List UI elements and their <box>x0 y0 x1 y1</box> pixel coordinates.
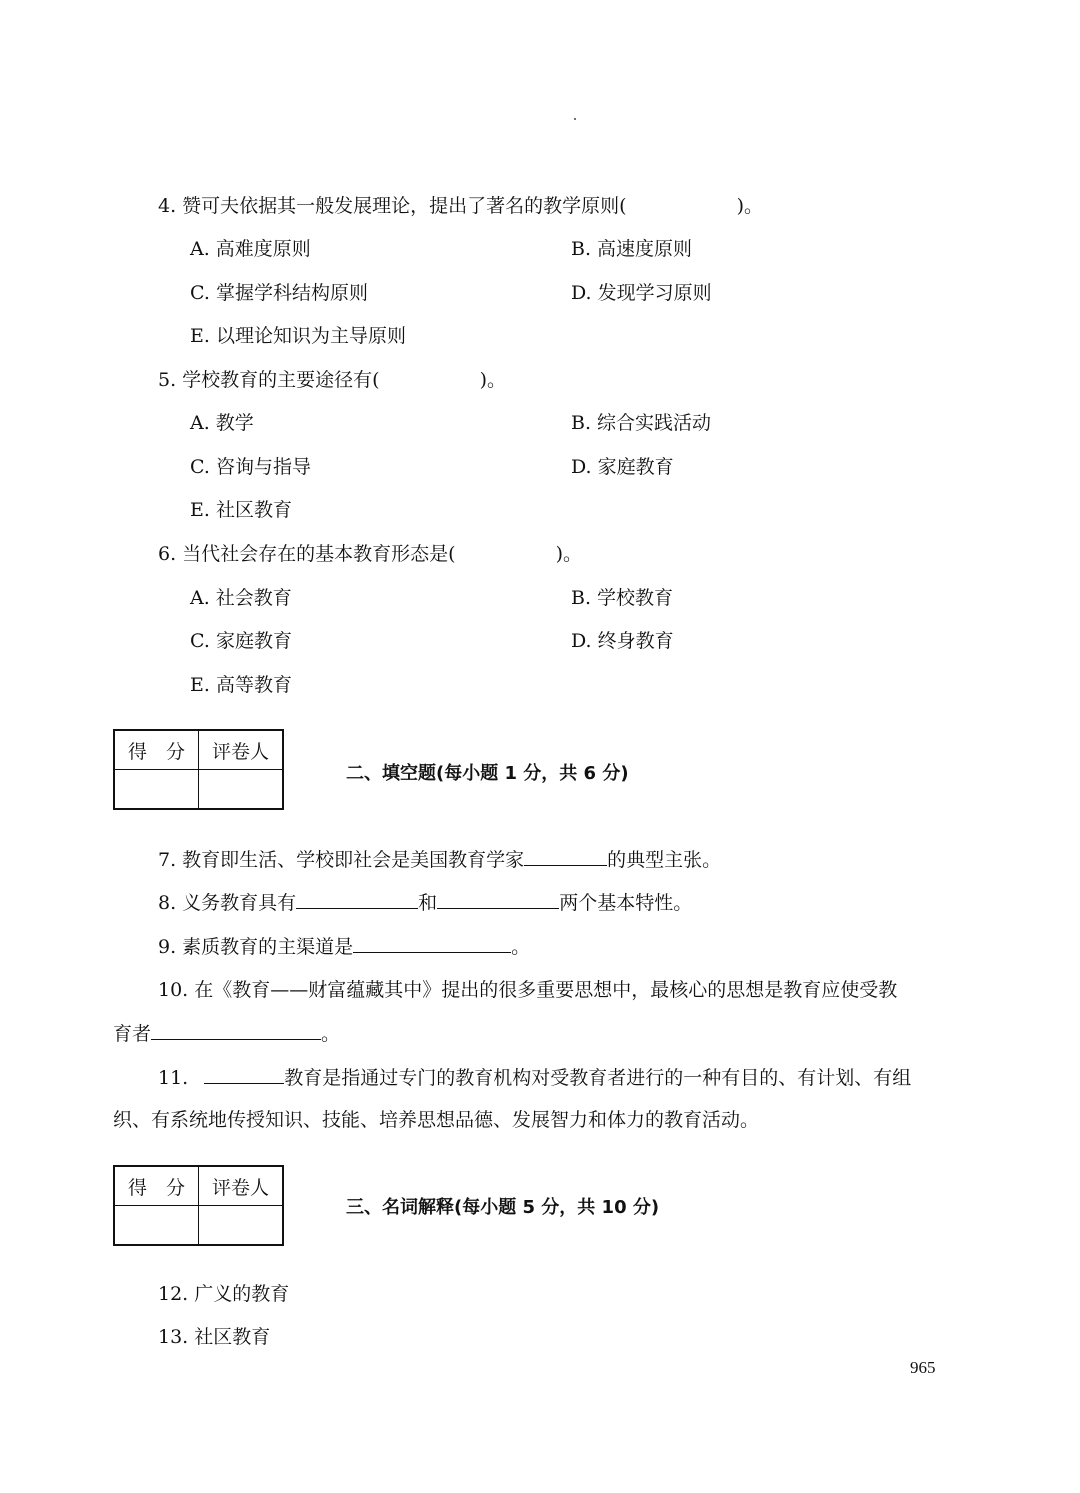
question-7 <box>158 847 721 872</box>
question-5-close: )。 <box>479 369 507 391</box>
question-7-text-end: 的典型主张。 <box>607 849 722 871</box>
question-6-option-a: A. 社会教育 <box>190 587 292 609</box>
question-4-option-a: A. 高难度原则 <box>190 238 311 260</box>
grader-cell[interactable] <box>199 1206 284 1246</box>
score-box-section-2 <box>113 729 284 810</box>
score-cell[interactable] <box>114 1206 199 1246</box>
question-8-text-mid: 和 <box>418 892 438 914</box>
score-cell[interactable] <box>114 770 199 810</box>
question-10-line-1: 10. 在《教育——财富蕴藏其中》提出的很多重要思想中，最核心的思想是教育应使受教 <box>158 979 898 1001</box>
question-11-number: 11. <box>158 1067 189 1089</box>
section-2-title: 二、填空题(每小题 1 分，共 6 分) <box>346 763 629 784</box>
grader-label: 评卷人 <box>199 730 284 770</box>
question-9 <box>158 934 530 959</box>
question-12: 12. 广义的教育 <box>158 1283 290 1305</box>
question-4-option-e: E. 以理论知识为主导原则 <box>190 325 406 347</box>
question-6 <box>158 542 582 566</box>
question-6-stem: 6. 当代社会存在的基本教育形态是( <box>158 543 456 565</box>
grader-cell[interactable] <box>199 770 284 810</box>
section-3-title: 三、名词解释(每小题 5 分，共 10 分) <box>346 1197 660 1218</box>
question-11-text: 教育是指通过专门的教育机构对受教育者进行的一种有目的、有计划、有组 <box>284 1067 912 1089</box>
question-9-blank[interactable] <box>353 934 511 953</box>
question-4-stem: 4. 赞可夫依据其一般发展理论，提出了著名的教学原则( <box>158 195 627 217</box>
question-5-option-e: E. 社区教育 <box>190 499 292 521</box>
question-9-text: 9. 素质教育的主渠道是 <box>158 936 354 958</box>
question-6-option-d: D. 终身教育 <box>571 630 674 652</box>
question-10-text-end: 。 <box>321 1023 341 1045</box>
question-11-line-2: 织、有系统地传授知识、技能、培养思想品德、发展智力和体力的教育活动。 <box>113 1109 760 1131</box>
question-5-option-c: C. 咨询与指导 <box>190 456 311 478</box>
question-8-blank-1[interactable] <box>296 890 418 909</box>
question-5 <box>158 368 506 392</box>
question-9-text-end: 。 <box>511 936 531 958</box>
question-6-option-e: E. 高等教育 <box>190 674 292 696</box>
question-4-close: )。 <box>736 195 764 217</box>
question-4 <box>158 194 763 218</box>
score-label: 得 分 <box>114 730 199 770</box>
grader-label: 评卷人 <box>199 1166 284 1206</box>
question-10-line-2 <box>113 1021 340 1046</box>
question-8 <box>158 890 692 915</box>
question-10-text: 育者 <box>113 1023 152 1045</box>
score-label: 得 分 <box>114 1166 199 1206</box>
page-number: 965 <box>910 1358 936 1377</box>
question-11-blank[interactable] <box>204 1065 284 1084</box>
question-6-option-b: B. 学校教育 <box>571 587 674 609</box>
question-8-text-end: 两个基本特性。 <box>559 892 693 914</box>
score-box-section-3 <box>113 1165 284 1246</box>
question-8-text: 8. 义务教育具有 <box>158 892 297 914</box>
question-4-option-b: B. 高速度原则 <box>571 238 693 260</box>
stray-mark <box>574 118 576 120</box>
question-5-option-b: B. 综合实践活动 <box>571 412 712 434</box>
question-10-blank[interactable] <box>151 1021 321 1040</box>
question-5-option-d: D. 家庭教育 <box>571 456 674 478</box>
question-6-close: )。 <box>555 543 583 565</box>
question-13: 13. 社区教育 <box>158 1326 271 1348</box>
question-4-option-d: D. 发现学习原则 <box>571 282 712 304</box>
question-7-text: 7. 教育即生活、学校即社会是美国教育学家 <box>158 849 525 871</box>
question-11-line-1 <box>158 1065 911 1090</box>
question-5-stem: 5. 学校教育的主要途径有( <box>158 369 380 391</box>
question-6-option-c: C. 家庭教育 <box>190 630 292 652</box>
question-8-blank-2[interactable] <box>437 890 559 909</box>
question-4-option-c: C. 掌握学科结构原则 <box>190 282 368 304</box>
question-5-option-a: A. 教学 <box>190 412 254 434</box>
question-7-blank[interactable] <box>524 847 607 866</box>
